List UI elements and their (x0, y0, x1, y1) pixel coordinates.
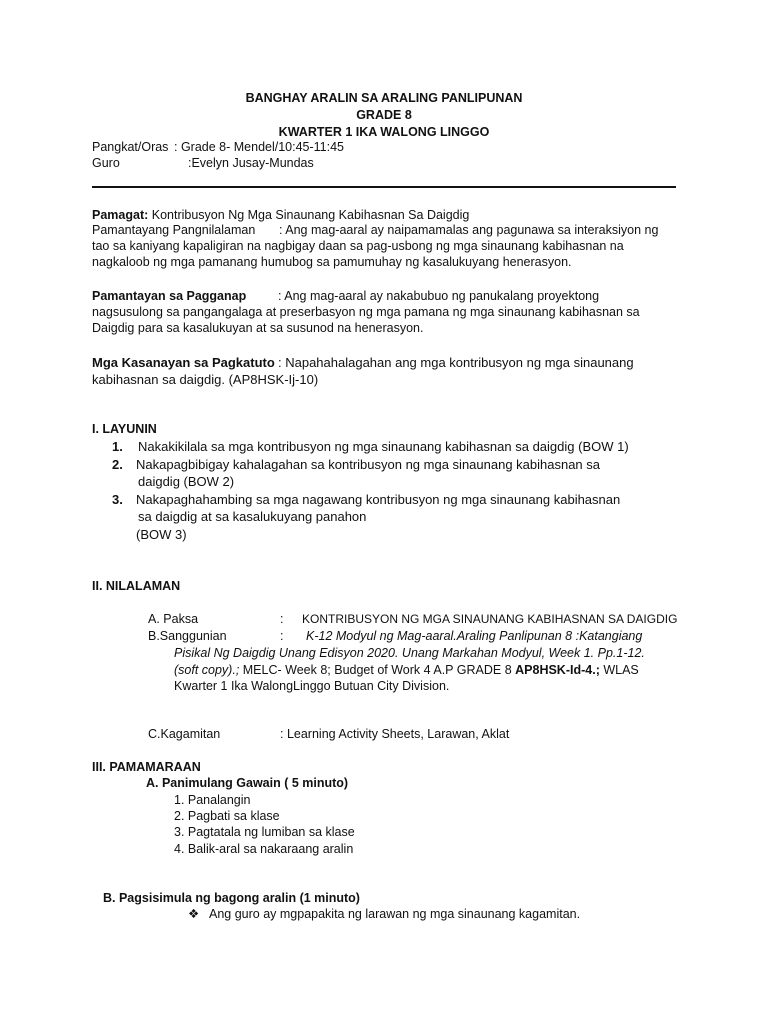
guro-value: :Evelyn Jusay-Mundas (188, 156, 314, 170)
guro-label: Guro (92, 156, 120, 170)
document-title: BANGHAY ARALIN SA ARALING PANLIPUNAN (245, 91, 523, 105)
sanggunian-line3 (174, 662, 639, 678)
pangnilalaman-label: Pamantayang Pangnilalaman (92, 223, 256, 237)
kasanayan-line2: kabihasnan sa daigdig. (AP8HSK-Ij-10) (92, 372, 319, 387)
sanggunian-softcopy: (soft copy).; (174, 663, 240, 677)
pangnilalaman-line3: nagkaloob ng mga pamanang humubog sa pamumuhay ng kasalukuyang henerasyon. (92, 255, 572, 269)
pagganap-label: Pamantayan sa Pagganap (92, 289, 247, 303)
panimulang-item-2: 2. Pagbati sa klase (174, 809, 280, 823)
sanggunian-budget: Budget of Work 4 A.P GRADE 8 (330, 663, 516, 677)
pagsisimula-heading: B. Pagsisimula ng bagong aralin (1 minuto) (103, 891, 360, 905)
pamamaraan-heading: III. PAMAMARAAN (92, 760, 201, 774)
pangkat-value: : Grade 8- Mendel/10:45-11:45 (174, 140, 345, 154)
sanggunian-wlas: WLAS (599, 663, 639, 677)
pangkat-label: Pangkat/Oras (92, 140, 169, 154)
paksa-colon: : (280, 612, 284, 626)
pangnilalaman-line2: tao sa kaniyang kapaligiran na nagbigay daan sa pag-usbong ng mga sinaunang kabihasnan na (92, 239, 624, 253)
pangnilalaman-line1: : Ang mag-aaral ay naipamamalas ang pagunawa sa interaksiyon ng (279, 223, 659, 237)
panimulang-item-3: 3. Pagtatala ng lumiban sa klase (174, 825, 355, 839)
sanggunian-line1: K-12 Modyul ng Mag-aaral.Araling Panlipunan 8 :Katangiang (306, 629, 643, 643)
pagsisimula-bullet-text: Ang guro ay mgpapakita ng larawan ng mga sinaunang kagamitan. (209, 907, 581, 921)
panimulang-item-1: 1. Panalangin (174, 793, 251, 807)
sanggunian-melc: MELC- Week 8; (239, 663, 331, 677)
layunin-item-3-number: 3. (112, 492, 123, 507)
layunin-item-1-text: Nakakikilala sa mga kontribusyon ng mga sinaunang kabihasnan sa daigdig (BOW 1) (138, 439, 629, 454)
panimulang-gawain-heading: A. Panimulang Gawain ( 5 minuto) (146, 776, 349, 790)
kasanayan-line1: : Napahahalagahan ang mga kontribusyon ng mga sinaunang (278, 355, 634, 370)
grade-heading: GRADE 8 (356, 108, 412, 122)
pamagat-value: Kontribusyon Ng Mga Sinaunang Kabihasnan Sa Daigdig (148, 208, 470, 222)
panimulang-item-4: 4. Balik-aral sa nakaraang aralin (174, 842, 354, 856)
layunin-item-2-text: Nakapagbibigay kahalagahan sa kontribusyon ng mga sinaunang kabihasnan sa (136, 457, 601, 472)
nilalaman-heading: II. NILALAMAN (92, 579, 181, 593)
pamagat-line (92, 207, 682, 223)
pagganap-line2: nagsusulong sa pangangalaga at preserbasyon ng mga pamana ng mga sinaunang kabihasnan sa (92, 305, 640, 319)
sanggunian-line2: Pisikal Ng Daigdig Unang Edisyon 2020. Unang Markahan Modyul, Week 1. Pp.1-12. (174, 646, 645, 660)
sanggunian-colon: : (280, 629, 284, 643)
kasanayan-label: Mga Kasanayan sa Pagkatuto (92, 355, 275, 370)
layunin-item-2-number: 2. (112, 457, 123, 472)
layunin-item-3-text: Nakapaghahambing sa mga nagawang kontribusyon ng mga sinaunang kabihasnan (136, 492, 621, 507)
layunin-item-3-bow: (BOW 3) (136, 527, 187, 542)
diamond-bullet-icon: ❖ (188, 907, 200, 921)
pamagat-label: Pamagat: (92, 208, 149, 222)
kagamitan-label: C.Kagamitan (148, 727, 221, 741)
layunin-item-1-number: 1. (112, 439, 123, 454)
pagganap-line3: Daigdig para sa kasalukuyan at sa susunod na henerasyon. (92, 321, 424, 335)
pagganap-line1: : Ang mag-aaral ay nakabubuo ng panukalang proyektong (278, 289, 600, 303)
sanggunian-label: B.Sanggunian (148, 629, 227, 643)
paksa-value: KONTRIBUSYON NG MGA SINAUNANG KABIHASNAN SA DAIGDIG (302, 612, 678, 626)
quarter-heading: KWARTER 1 IKA WALONG LINGGO (278, 125, 490, 139)
kagamitan-value: : Learning Activity Sheets, Larawan, Aklat (280, 727, 510, 741)
header-divider (92, 186, 676, 188)
layunin-item-2-cont: daigdig (BOW 2) (138, 474, 235, 489)
sanggunian-line4: Kwarter 1 Ika WalongLinggo Butuan City Division. (174, 679, 450, 693)
sanggunian-code: AP8HSK-Id-4.; (515, 663, 600, 677)
layunin-heading: I. LAYUNIN (92, 422, 157, 436)
paksa-label: A. Paksa (148, 612, 199, 626)
layunin-item-3-cont: sa daigdig at sa kasalukuyang panahon (138, 509, 367, 524)
